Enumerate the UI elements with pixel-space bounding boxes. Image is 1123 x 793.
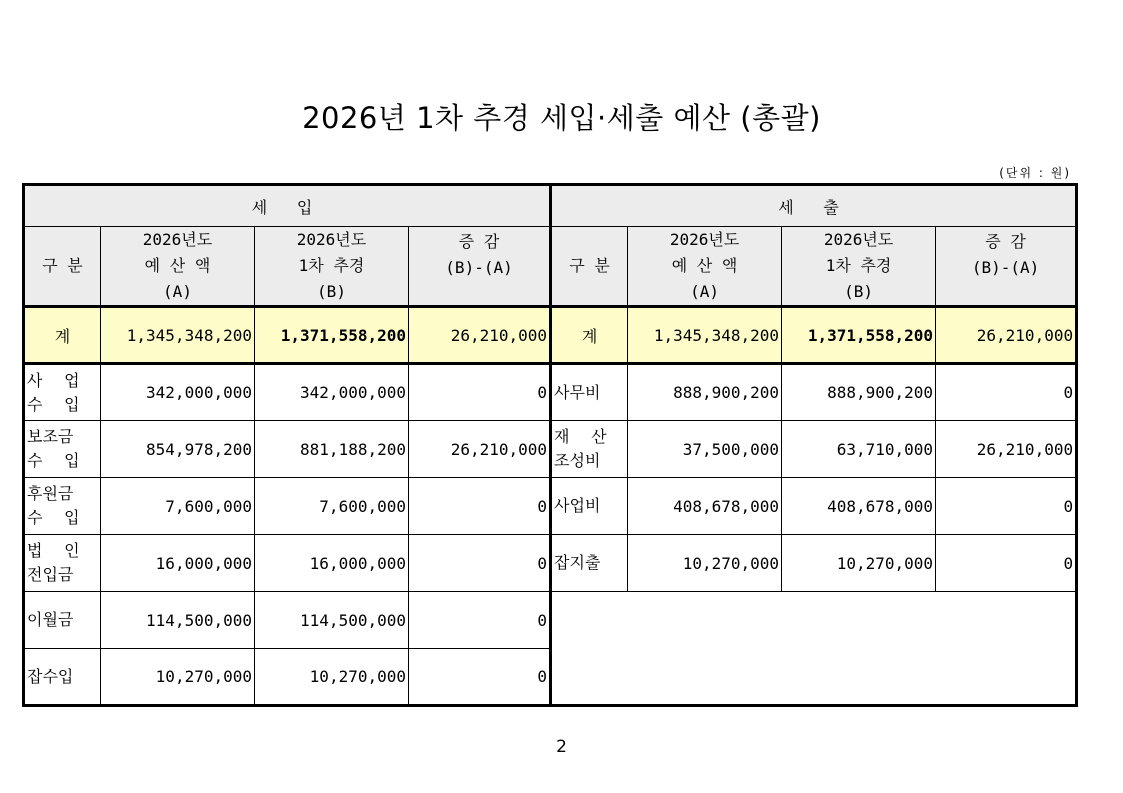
- revenue-row-c: 0: [409, 592, 551, 649]
- expenditure-row-label: 잡지출: [551, 535, 628, 592]
- expenditure-row-b: 10,270,000: [782, 535, 936, 592]
- expenditure-row-a: 888,900,200: [628, 364, 782, 421]
- expenditure-row-a: 10,270,000: [628, 535, 782, 592]
- revenue-row-label: 보조금 수 입: [24, 421, 101, 478]
- expenditure-section-header: 세 출: [551, 185, 1077, 227]
- expenditure-row-b: 888,900,200: [782, 364, 936, 421]
- table-row: [24, 421, 1077, 478]
- revenue-total-b: 1,371,558,200: [255, 307, 409, 364]
- page-number: 2: [556, 737, 567, 757]
- revenue-section-header: 세 입: [24, 185, 551, 227]
- revenue-row-label: 이월금: [24, 592, 101, 649]
- revenue-supplementary-header: 2026년도 1차 추경 (B): [255, 227, 409, 307]
- expenditure-budget-header: 2026년도 예 산 액 (A): [628, 227, 782, 307]
- expenditure-row-a: 408,678,000: [628, 478, 782, 535]
- revenue-row-c: 0: [409, 364, 551, 421]
- revenue-row-label: 사 업 수 입: [24, 364, 101, 421]
- revenue-row-c: 0: [409, 478, 551, 535]
- revenue-row-a: 16,000,000: [101, 535, 255, 592]
- revenue-row-c: 26,210,000: [409, 421, 551, 478]
- revenue-row-b: 7,600,000: [255, 478, 409, 535]
- expenditure-row-b: 63,710,000: [782, 421, 936, 478]
- revenue-row-b: 342,000,000: [255, 364, 409, 421]
- revenue-row-c: 0: [409, 649, 551, 706]
- revenue-total-label: 계: [24, 307, 101, 364]
- expenditure-category-header: 구 분: [551, 227, 628, 307]
- total-row: [24, 307, 1077, 364]
- revenue-total-c: 26,210,000: [409, 307, 551, 364]
- revenue-row-label: 잡수입: [24, 649, 101, 706]
- revenue-budget-header: 2026년도 예 산 액 (A): [101, 227, 255, 307]
- revenue-row-b: 10,270,000: [255, 649, 409, 706]
- expenditure-change-header: 증 감 (B)-(A): [936, 227, 1077, 307]
- expenditure-total-c: 26,210,000: [936, 307, 1077, 364]
- page-title: 2026년 1차 추경 세입·세출 예산 (총괄): [302, 101, 821, 135]
- expenditure-row-c: 26,210,000: [936, 421, 1077, 478]
- table-row: [24, 592, 1077, 649]
- revenue-row-b: 114,500,000: [255, 592, 409, 649]
- revenue-row-b: 16,000,000: [255, 535, 409, 592]
- table-row: [24, 535, 1077, 592]
- expenditure-supplementary-header: 2026년도 1차 추경 (B): [782, 227, 936, 307]
- expenditure-row-label: 사업비: [551, 478, 628, 535]
- revenue-row-a: 342,000,000: [101, 364, 255, 421]
- revenue-row-c: 0: [409, 535, 551, 592]
- table-row: [24, 478, 1077, 535]
- expenditure-row-label: 사무비: [551, 364, 628, 421]
- revenue-row-a: 7,600,000: [101, 478, 255, 535]
- expenditure-row-a: 37,500,000: [628, 421, 782, 478]
- table-row: [24, 364, 1077, 421]
- revenue-row-b: 881,188,200: [255, 421, 409, 478]
- revenue-row-label: 법 인 전입금: [24, 535, 101, 592]
- revenue-row-label: 후원금 수 입: [24, 478, 101, 535]
- revenue-category-header: 구 분: [24, 227, 101, 307]
- revenue-row-a: 854,978,200: [101, 421, 255, 478]
- unit-note: (단위 : 원): [999, 166, 1071, 180]
- expenditure-row-label: 재 산 조성비: [551, 421, 628, 478]
- expenditure-row-c: 0: [936, 364, 1077, 421]
- revenue-total-a: 1,345,348,200: [101, 307, 255, 364]
- expenditure-row-c: 0: [936, 535, 1077, 592]
- revenue-change-header: 증 감 (B)-(A): [409, 227, 551, 307]
- expenditure-total-a: 1,345,348,200: [628, 307, 782, 364]
- empty-expenditure-area: [551, 592, 1077, 706]
- budget-summary-table: [22, 183, 1078, 707]
- revenue-row-a: 114,500,000: [101, 592, 255, 649]
- expenditure-total-label: 계: [551, 307, 628, 364]
- expenditure-row-c: 0: [936, 478, 1077, 535]
- revenue-row-a: 10,270,000: [101, 649, 255, 706]
- expenditure-row-b: 408,678,000: [782, 478, 936, 535]
- expenditure-total-b: 1,371,558,200: [782, 307, 936, 364]
